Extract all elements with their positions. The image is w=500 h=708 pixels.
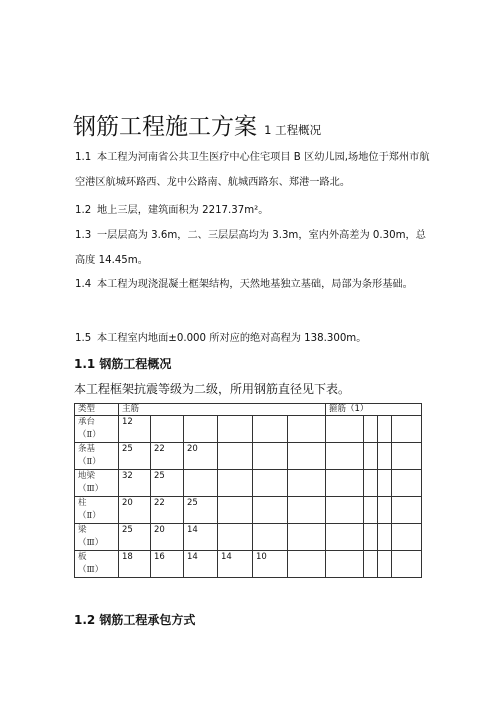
- type-cell: [75, 416, 119, 443]
- table-header-row: [75, 404, 422, 416]
- table-row: [75, 443, 422, 470]
- section-heading-1-1: 1.1 钢筋工程概况: [74, 357, 172, 371]
- diameter-cell: [392, 443, 422, 470]
- member-type: 承台: [78, 417, 96, 427]
- overview-number: 1.2: [75, 205, 92, 216]
- steel-grade: （Ⅲ）: [78, 565, 104, 575]
- diameter-cell: [184, 416, 218, 443]
- table-row: [75, 497, 422, 524]
- member-type: 条基: [78, 444, 96, 454]
- header-type: 类型: [75, 404, 119, 416]
- overview-item-1: [75, 145, 431, 195]
- diameter-cell: 14: [184, 524, 218, 551]
- diameter-cell: 10: [253, 551, 288, 578]
- overview-number: 1.1: [75, 152, 92, 163]
- diameter-cell: 22: [151, 497, 184, 524]
- diameter-cell: [288, 551, 326, 578]
- overview-text: 本工程为现浇混凝土框架结构，天然地基独立基础，局部为条形基础。: [97, 279, 413, 290]
- type-cell: [75, 470, 119, 497]
- diameter-cell: 25: [119, 524, 151, 551]
- steel-grade: （Ⅱ）: [78, 457, 101, 467]
- diameter-cell: [364, 470, 378, 497]
- diameter-cell: [326, 470, 364, 497]
- section-heading-1-2: 1.2 钢筋工程承包方式: [74, 613, 196, 627]
- diameter-cell: [288, 497, 326, 524]
- overview-text: 一层层高为 3.6m，二、三层层高均为 3.3m，室内外高差为 0.30m，总高度 14.45m。: [75, 230, 426, 266]
- steel-grade: （Ⅲ）: [78, 484, 104, 494]
- diameter-cell: 25: [151, 470, 184, 497]
- diameter-cell: [364, 416, 378, 443]
- diameter-cell: 20: [151, 524, 184, 551]
- diameter-cell: [392, 416, 422, 443]
- diameter-cell: [253, 443, 288, 470]
- diameter-cell: [218, 524, 253, 551]
- section-intro: 本工程框架抗震等级为二级，所用钢筋直径见下表。: [74, 382, 351, 396]
- table-row: [75, 551, 422, 578]
- type-cell: [75, 551, 119, 578]
- diameter-cell: [378, 524, 392, 551]
- diameter-cell: 25: [119, 443, 151, 470]
- diameter-cell: [364, 443, 378, 470]
- diameter-cell: 20: [184, 443, 218, 470]
- diameter-cell: 22: [151, 443, 184, 470]
- diameter-cell: 32: [119, 470, 151, 497]
- diameter-cell: [364, 551, 378, 578]
- steel-grade: （Ⅱ）: [78, 430, 101, 440]
- diameter-cell: 12: [119, 416, 151, 443]
- table-row: [75, 524, 422, 551]
- diameter-cell: 20: [119, 497, 151, 524]
- diameter-cell: [378, 443, 392, 470]
- overview-text: 本工程室内地面±0.000 所对应的绝对高程为 138.300m。: [97, 333, 367, 344]
- overview-item-5: [75, 326, 431, 351]
- diameter-cell: [288, 443, 326, 470]
- diameter-cell: [253, 497, 288, 524]
- diameter-cell: [253, 416, 288, 443]
- diameter-cell: 14: [218, 551, 253, 578]
- diameter-cell: [392, 524, 422, 551]
- document-title: [73, 108, 321, 141]
- member-type: 柱: [78, 498, 87, 508]
- type-cell: [75, 497, 119, 524]
- member-type: 梁: [78, 525, 87, 535]
- title-section-label: 1 工程概况: [264, 123, 322, 137]
- diameter-cell: [378, 470, 392, 497]
- member-type: 地梁: [78, 471, 96, 481]
- diameter-cell: [392, 497, 422, 524]
- diameter-cell: [288, 470, 326, 497]
- diameter-cell: [218, 497, 253, 524]
- diameter-cell: [326, 443, 364, 470]
- diameter-cell: 14: [184, 551, 218, 578]
- diameter-cell: [392, 551, 422, 578]
- diameter-cell: [218, 416, 253, 443]
- overview-item-3: [75, 223, 431, 273]
- diameter-cell: [378, 497, 392, 524]
- member-type: 板: [78, 552, 87, 562]
- diameter-cell: [378, 416, 392, 443]
- table-row: [75, 416, 422, 443]
- diameter-cell: [364, 497, 378, 524]
- diameter-cell: 16: [151, 551, 184, 578]
- diameter-cell: [378, 551, 392, 578]
- table-body: [75, 416, 422, 578]
- diameter-cell: [392, 470, 422, 497]
- diameter-cell: [288, 524, 326, 551]
- overview-text: 本工程为河南省公共卫生医疗中心住宅项目 B 区幼儿园,场地位于郑州市航空港区航城环路西、龙中公路南、航城西路东、郑港一路北。: [75, 152, 430, 188]
- table-row: [75, 470, 422, 497]
- diameter-cell: 18: [119, 551, 151, 578]
- diameter-cell: [288, 416, 326, 443]
- type-cell: [75, 443, 119, 470]
- rebar-diameter-table: [74, 403, 422, 578]
- diameter-cell: [326, 524, 364, 551]
- overview-item-4: [75, 272, 431, 297]
- overview-number: 1.4: [75, 279, 92, 290]
- title-main: 钢筋工程施工方案: [73, 114, 257, 140]
- diameter-cell: [151, 416, 184, 443]
- diameter-cell: [253, 470, 288, 497]
- diameter-cell: [218, 443, 253, 470]
- header-stirrup: 箍筋（1）: [326, 404, 422, 416]
- steel-grade: （Ⅲ）: [78, 538, 104, 548]
- steel-grade: （Ⅱ）: [78, 511, 101, 521]
- diameter-cell: [326, 551, 364, 578]
- diameter-cell: 25: [184, 497, 218, 524]
- type-cell: [75, 524, 119, 551]
- overview-number: 1.5: [75, 333, 92, 344]
- diameter-cell: [326, 497, 364, 524]
- overview-item-2: [75, 198, 431, 223]
- diameter-cell: [253, 524, 288, 551]
- header-main-bar: 主筋: [119, 404, 326, 416]
- diameter-cell: [184, 470, 218, 497]
- overview-number: 1.3: [75, 230, 92, 241]
- overview-text: 地上三层，建筑面积为 2217.37m²。: [97, 205, 269, 216]
- diameter-cell: [364, 524, 378, 551]
- diameter-cell: [218, 470, 253, 497]
- diameter-cell: [326, 416, 364, 443]
